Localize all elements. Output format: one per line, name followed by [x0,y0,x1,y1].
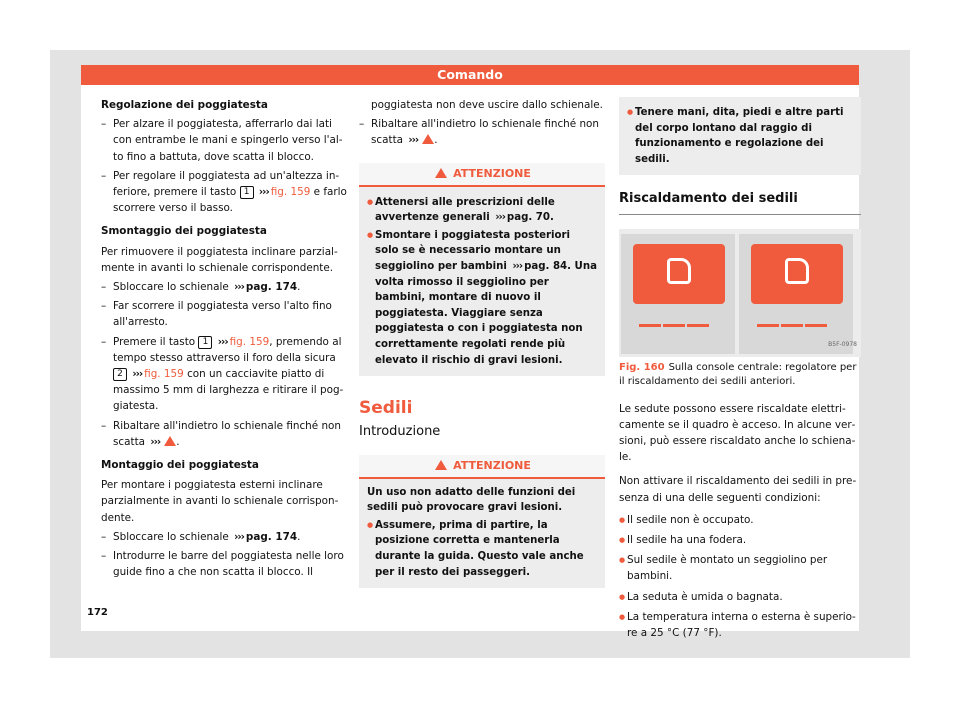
step: – Per alzare il poggiatesta, afferrarlo dai lati con entrambe le mani e spingerlo verso l'alto fino a battuta, dove scatta il blocco. [101,116,347,165]
callout-number: 1 [240,186,254,199]
warning-triangle-icon [435,168,447,178]
warning-box [359,455,605,589]
list-item: ● Il sedile ha una fodera. [619,532,861,548]
warning-text: Un uso non adatto delle funzioni dei sedili può provocare gravi lesioni. [367,486,576,514]
heading-install-headrests: Montaggio dei poggiatesta [101,459,259,472]
heat-level-leds [757,316,829,332]
list-item: ● La temperatura interna o esterna è superiore a 25 °C (77 °F). [619,609,861,641]
column-3 [619,97,861,641]
warning-triangle-icon [435,460,447,470]
paragraph: Le sedute possono essere riscaldate elettricamente se il quadro è acceso. In alcune versioni, può essere riscaldato anche lo schienale. [619,402,856,464]
console-panel-right [739,234,853,354]
callout-number: 1 [198,336,212,349]
figure-link[interactable]: fig. 159 [144,368,184,381]
seat-heating-icon [785,258,809,284]
section-title: Sedili [359,398,413,419]
chapter-header: Comando [81,65,859,85]
figure-seat-heating [619,229,861,357]
heading-adjust-headrests: Regolazione dei poggiatesta [101,99,268,111]
step: – Ribaltare all'indietro lo schienale finché non scatta ››› . [359,116,605,148]
figure-link[interactable]: fig. 159 [270,186,311,199]
warning-item: ● Tenere mani, dita, piedi e altre parti del corpo lontano dal raggio di funzionamento e regolazione dei sedili. [627,105,853,167]
page-link[interactable]: pag. 174 [245,530,298,543]
step: – Introdurre le barre del poggiatesta nelle loro guide fino a che non scatta il blocco. Il [101,548,347,580]
subsection-title: Riscaldamento dei sedili [619,191,861,214]
step: – Premere il tasto 1 ››› fig. 159, premendo al tempo stesso attraverso il foro della sicura 2 ››› fig. 159 con un cacciavite piatto di massimo 5 mm di larghezza e ritirare il poggiatesta. [101,334,347,415]
warning-item: ● Assumere, prima di partire, la posizione corretta e mantenerla durante la guida. Questo vale anche per il resto dei passeggeri. [367,518,597,580]
list-item: ● Il sedile non è occupato. [619,512,861,528]
list-item: ● Sul sedile è montato un seggiolino per bambini. [619,552,861,584]
paragraph: Non attivare il riscaldamento dei sedili in presenza di una delle seguenti condizioni: [619,475,857,504]
paragraph: Per montare i poggiatesta esterni inclinare parzialmente in avanti lo schienale corrispondente. [101,479,339,524]
warning-item: ● Attenersi alle prescrizioni delle avvertenze generali ››› pag. 70. [367,195,597,226]
warning-box-continued [619,97,861,175]
heat-level-leds [639,316,711,332]
figure-caption: Fig. 160 Sulla console centrale: regolatore per il riscaldamento dei sedili anteriori. [619,361,857,387]
warning-box [359,163,605,377]
warning-triangle-icon [422,134,434,144]
callout-number: 2 [113,368,127,381]
figure-link[interactable]: fig. 159 [229,335,270,348]
conditions-list [619,512,861,641]
list-item: ● La seduta è umida o bagnata. [619,589,861,605]
step: – Ribaltare all'indietro lo schienale finché non scatta ››› . [101,418,347,450]
step: – Per regolare il poggiatesta ad un'altezza inferiore, premere il tasto 1 ››› fig. 159 e farlo scorrere verso il basso. [101,168,347,217]
page-number: 172 [87,607,108,618]
page-link[interactable]: pag. 70 [506,212,550,224]
warning-box-header: ATTENZIONE [359,455,605,479]
subsection-title: Introduzione [359,424,441,440]
step: – Sbloccare lo schienale ››› pag. 174. [101,279,347,295]
warning-box-header: ATTENZIONE [359,163,605,187]
step: – Sbloccare lo schienale ››› pag. 174. [101,529,347,545]
page-link[interactable]: pag. 84 [524,260,568,272]
step: – Far scorrere il poggiatesta verso l'alto fino all'arresto. [101,298,347,330]
seat-heating-icon [667,258,691,284]
figure-code: B5F-0978 [828,341,857,349]
page-link[interactable]: pag. 174 [245,281,298,294]
warning-item: ● Smontare i poggiatesta posteriori solo se è necessario montare un seggiolino per bambini ››› pag. 84. Una volta rimosso il seggiolino per bambini, montare di nuovo il poggiatesta. Viaggiare senza poggiatesta o con i poggiatesta non correttamente regolati rende più elevato il rischio di gravi lesioni. [367,228,597,368]
column-2 [359,97,605,588]
figure-label: Fig. 160 [619,361,665,373]
paragraph-continued: poggiatesta non deve uscire dallo schienale. [371,99,603,111]
heading-remove-headrests: Smontaggio dei poggiatesta [101,225,267,238]
column-1 [101,97,347,580]
warning-triangle-icon [164,436,176,446]
paragraph: Per rimuovere il poggiatesta inclinare parzialmente in avanti lo schienale corrispondente. [101,245,338,274]
console-panel-left [621,234,735,354]
